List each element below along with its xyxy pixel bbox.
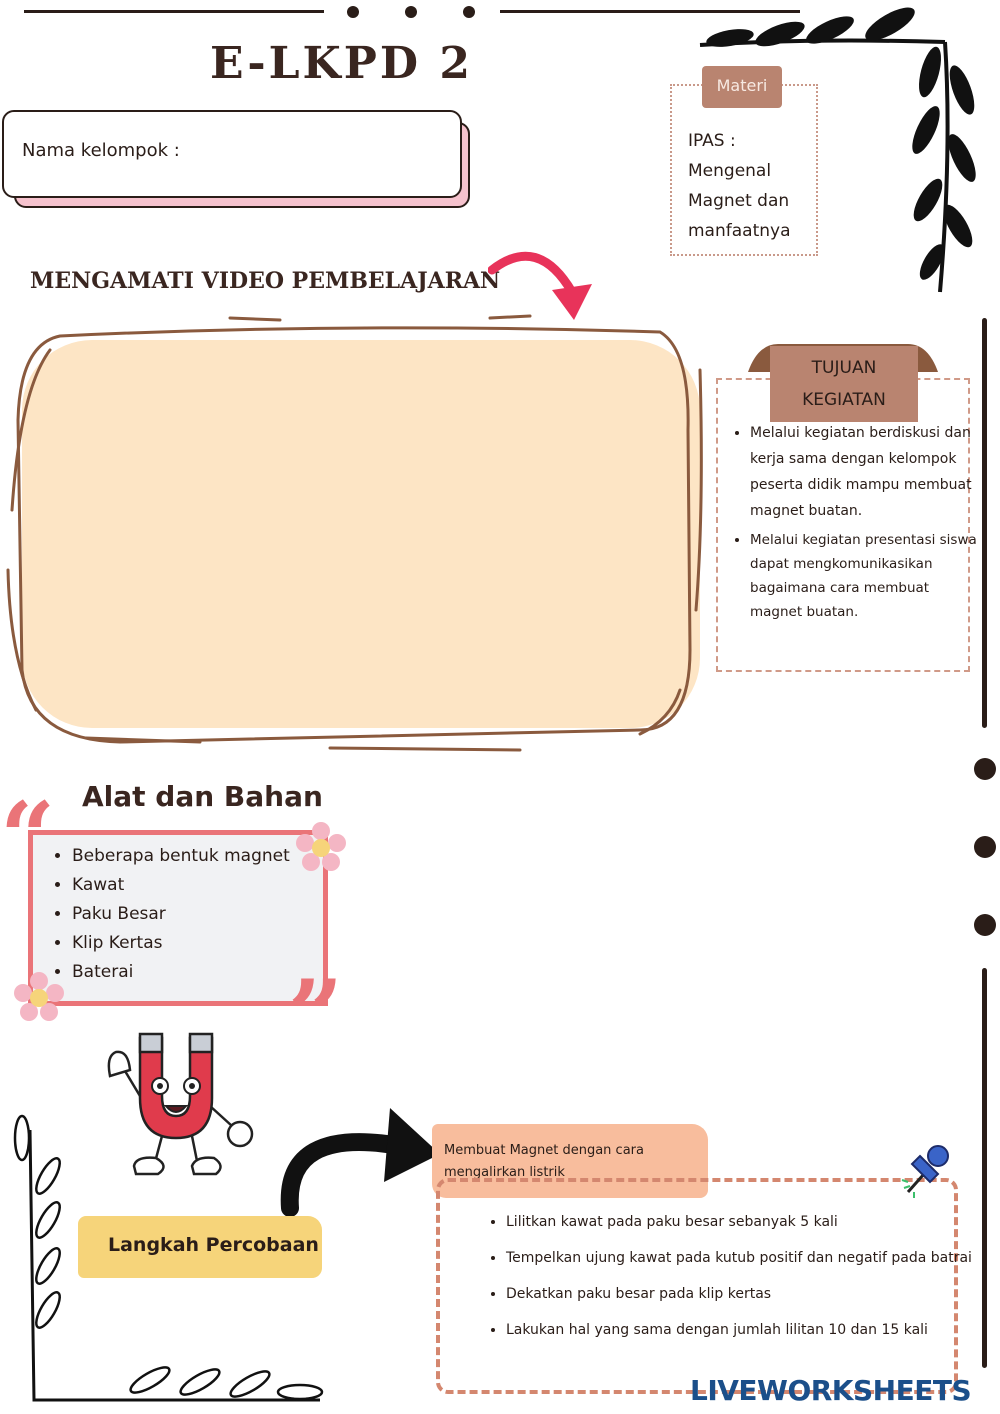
right-dot	[974, 758, 996, 780]
tujuan-tab-label: TUJUAN KEGIATAN	[802, 358, 886, 410]
name-label: Nama kelompok :	[22, 140, 180, 161]
list-item: • Kawat	[72, 871, 342, 900]
top-dot	[405, 6, 417, 18]
video-section-heading: MENGAMATI VIDEO PEMBELAJARAN	[30, 268, 501, 294]
close-quote-icon: ”	[288, 959, 344, 1072]
steps-list	[484, 1210, 974, 1354]
alat-title: Alat dan Bahan	[82, 780, 323, 813]
video-frame-strokes	[0, 310, 710, 760]
open-quote-icon: “	[0, 781, 56, 894]
page-title: E-LKPD 2	[210, 38, 473, 89]
tujuan-list	[730, 420, 982, 624]
list-item: • Tempelkan ujung kawat pada kutub positif dan negatif pada batrai	[506, 1246, 974, 1270]
list-item: • Paku Besar	[72, 900, 342, 929]
pushpin-icon	[900, 1140, 956, 1200]
list-item: • Lakukan hal yang sama dengan jumlah lilitan 10 dan 15 kali	[506, 1318, 974, 1342]
brand-logo[interactable]: LIVEWORKSHEETS	[690, 1374, 972, 1407]
alat-list	[50, 842, 342, 987]
top-line-left	[24, 10, 324, 13]
right-dot	[974, 836, 996, 858]
langkah-label: Langkah Percobaan	[108, 1234, 319, 1256]
materi-text: IPAS : Mengenal Magnet dan manfaatnya	[688, 131, 791, 241]
list-item: • Melalui kegiatan berdiskusi dan kerja sama dengan kelompok peserta didik mampu membuat magnet buatan.	[750, 420, 982, 524]
list-item: • Beberapa bentuk magnet	[72, 842, 342, 871]
materi-tab-label: Materi	[716, 76, 768, 95]
method-title: Membuat Magnet dengan cara mengalirkan listrik	[444, 1143, 644, 1180]
list-item: • Melalui kegiatan presentasi siswa dapat mengkomunikasikan bagaimana cara membuat magnet buatan.	[750, 528, 982, 624]
top-dot	[463, 6, 475, 18]
list-item: • Klip Kertas	[72, 929, 342, 958]
list-item: • Baterai	[72, 958, 342, 987]
top-dot	[347, 6, 359, 18]
list-item: • Lilitkan kawat pada paku besar sebanyak 5 kali	[506, 1210, 974, 1234]
right-border-line	[982, 318, 987, 728]
list-item: • Dekatkan paku besar pada klip kertas	[506, 1282, 974, 1306]
right-border-line	[982, 968, 987, 1368]
right-dot	[974, 914, 996, 936]
